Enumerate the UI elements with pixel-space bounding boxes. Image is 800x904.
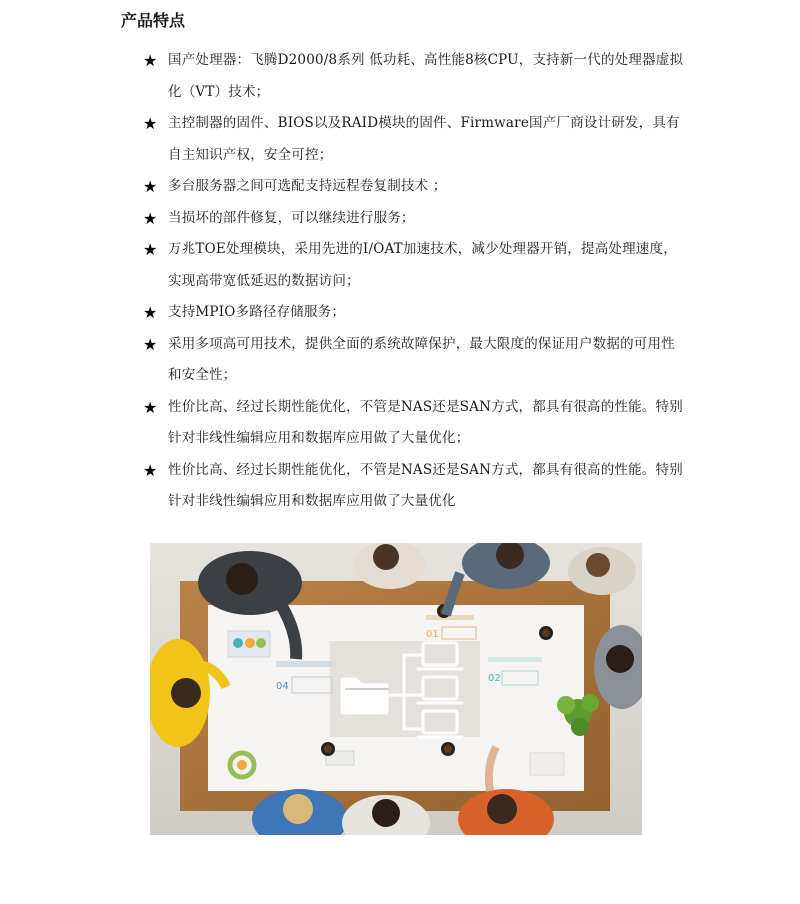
feature-text: 万兆TOE处理模块，采用先进的I/OAT加速技术，减少处理器开销，提高处理速度，实现高带宽低延迟的数据访问； — [168, 241, 677, 289]
dot-green — [256, 638, 266, 648]
network-diagram — [330, 641, 480, 737]
star-bullet-icon: ★ — [143, 177, 158, 196]
feature-item — [143, 392, 688, 455]
feature-item — [143, 455, 688, 518]
star-bullet-icon: ★ — [143, 334, 158, 354]
feature-text: 性价比高、经过长期性能优化，不管是NAS还是SAN方式，都具有很高的性能。特别针对非线性编辑应用和数据库应用做了大量优化； — [168, 398, 683, 446]
feature-item — [143, 297, 688, 329]
feature-item — [143, 329, 688, 392]
feature-list — [143, 45, 688, 518]
feature-text: 国产处理器：飞腾D2000/8系列 低功耗、高性能8核CPU，支持新一代的处理器虚拟化（VT）技术； — [168, 52, 684, 100]
feature-text: 采用多项高可用技术，提供全面的系统故障保护，最大限度的保证用户数据的可用性和安全性； — [168, 335, 675, 383]
meeting-photo — [150, 543, 642, 835]
feature-item — [143, 203, 688, 235]
star-bullet-icon: ★ — [143, 303, 158, 322]
star-bullet-icon: ★ — [143, 51, 158, 70]
feature-item — [143, 45, 688, 108]
feature-item — [143, 108, 688, 171]
label-01: 01 — [426, 629, 439, 640]
folder-icon — [342, 679, 387, 713]
label-02: 02 — [488, 673, 501, 684]
feature-text: 性价比高、经过长期性能优化，不管是NAS还是SAN方式，都具有很高的性能。特别针对非线性编辑应用和数据库应用做了大量优化 — [168, 461, 683, 509]
feature-text: 支持MPIO多路径存储服务； — [168, 304, 346, 320]
dot-teal — [233, 638, 243, 648]
star-bullet-icon: ★ — [143, 114, 158, 133]
star-bullet-icon: ★ — [143, 208, 158, 228]
feature-text: 当损坏的部件修复，可以继续进行服务； — [168, 209, 415, 226]
page-title: 产品特点 — [121, 11, 186, 30]
star-bullet-icon: ★ — [143, 240, 158, 259]
star-bullet-icon: ★ — [143, 460, 158, 480]
feature-item — [143, 234, 688, 297]
feature-text: 多台服务器之间可选配支持远程卷复制技术 ； — [168, 178, 447, 194]
chart-ring-2 — [237, 760, 247, 770]
feature-text: 主控制器的固件、BIOS以及RAID模块的固件、Firmware国产厂商设计研发，具有自主知识产权，安全可控； — [168, 115, 680, 163]
dot-orange — [245, 638, 255, 648]
label-04: 04 — [276, 681, 289, 692]
star-bullet-icon: ★ — [143, 397, 158, 417]
feature-item — [143, 171, 688, 203]
